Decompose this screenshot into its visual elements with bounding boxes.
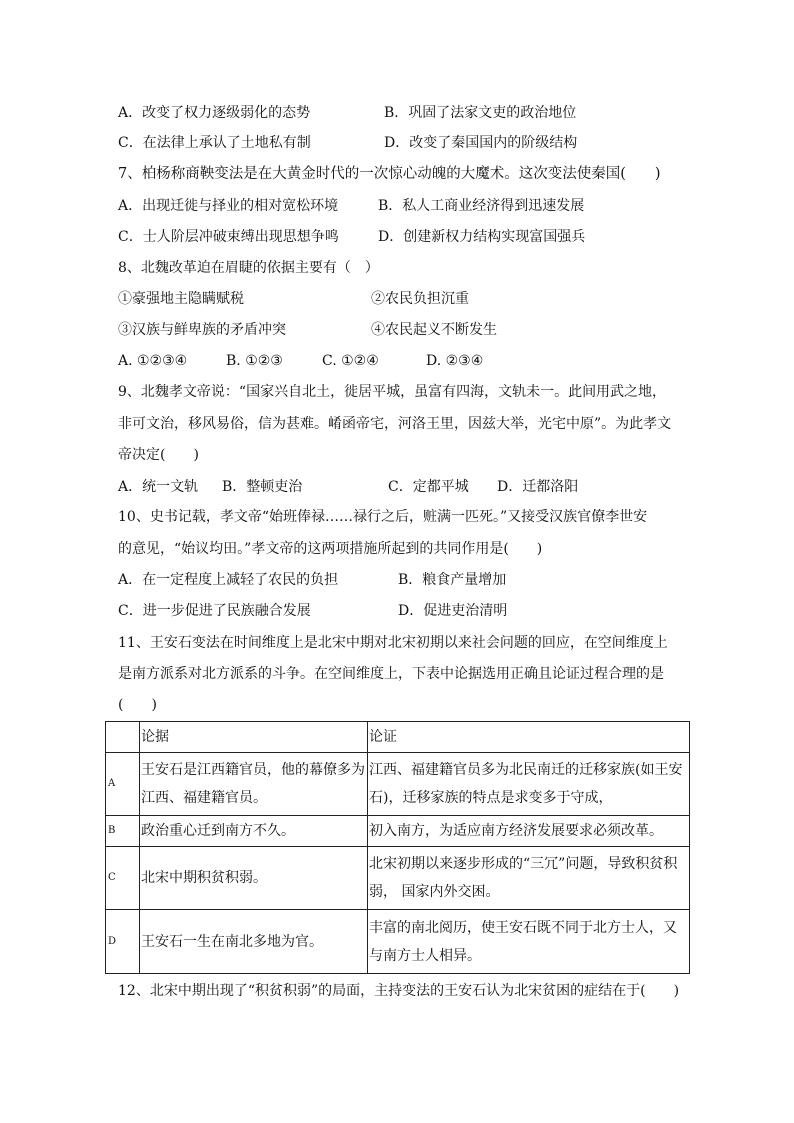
row-argument: 初入南方，为适应南方经济发展要求必须改革。 bbox=[368, 816, 690, 847]
q11-stem-line-2: 是南方派系对北方派系的斗争。在空间维度上，下表中论据选用正确且论证过程合理的是 bbox=[118, 666, 664, 682]
q10-option-d: D．促进吏治清明 bbox=[398, 603, 508, 619]
q10-option-b: B．粮食产量增加 bbox=[398, 572, 507, 588]
q8-item-4: ④农民起义不断发生 bbox=[371, 322, 497, 338]
table-header-key bbox=[106, 722, 140, 753]
row-evidence: 政治重心迁到南方不久。 bbox=[140, 816, 368, 847]
q10-stem-line-1: 10、史书记载，孝文帝“始班俸禄……禄行之后，赃满一匹死。”又接受汉族官僚李世安 bbox=[118, 509, 648, 525]
q8-option-b: B. ①②③ bbox=[226, 353, 283, 369]
table-row bbox=[106, 910, 690, 974]
q9-option-a: A．统一文轨 bbox=[118, 479, 199, 495]
q10-option-c: C．进一步促进了民族融合发展 bbox=[118, 603, 311, 619]
row-key: A bbox=[106, 753, 140, 816]
q9-stem-line-1: 9、北魏孝文帝说：“国家兴自北土，徙居平城，虽富有四海，文轨未一。此间用武之地， bbox=[118, 384, 667, 400]
row-argument: 丰富的南北阅历，使王安石既不同于北方士人，又与南方士人相异。 bbox=[368, 910, 690, 974]
q9-stem-line-3: 帝决定( ) bbox=[118, 447, 199, 463]
q8-item-2: ②农民负担沉重 bbox=[371, 291, 469, 307]
q8-option-a: A. ①②③④ bbox=[118, 353, 188, 369]
q7-option-d: D．创建新权力结构实现富国强兵 bbox=[378, 229, 586, 245]
row-key: D bbox=[106, 910, 140, 974]
row-key: B bbox=[106, 816, 140, 847]
row-key: C bbox=[106, 847, 140, 910]
q8-item-1: ①豪强地主隐瞒赋税 bbox=[118, 291, 244, 307]
q12-stem: 12、北宋中期出现了“积贫积弱”的局面，主持变法的王安石认为北宋贫困的症结在于( ) bbox=[118, 983, 680, 999]
table-row bbox=[106, 816, 690, 847]
row-evidence: 王安石是江西籍官员，他的幕僚多为江西、福建籍官员。 bbox=[140, 753, 368, 816]
row-argument: 北宋初期以来逐步形成的“三冗”问题，导致积贫积弱， 国家内外交困。 bbox=[368, 847, 690, 910]
q8-item-3: ③汉族与鲜卑族的矛盾冲突 bbox=[118, 322, 286, 338]
table-header-argument: 论证 bbox=[368, 722, 690, 753]
q8-option-d: D. ②③④ bbox=[426, 353, 484, 369]
row-evidence: 北宋中期积贫积弱。 bbox=[140, 847, 368, 910]
q9-option-d: D．迁都洛阳 bbox=[497, 479, 579, 495]
q8-stem: 8、北魏改革迫在眉睫的依据主要有（ ） bbox=[118, 260, 379, 276]
row-evidence: 王安石一生在南北多地为官。 bbox=[140, 910, 368, 974]
q7-stem: 7、柏杨称商鞅变法是在大黄金时代的一次惊心动魄的大魔术。这次变法使秦国( ) bbox=[118, 166, 661, 182]
table-header-row bbox=[106, 722, 690, 753]
q7-option-c: C．士人阶层冲破束缚出现思想争鸣 bbox=[118, 229, 339, 245]
table-row bbox=[106, 847, 690, 910]
q6-option-b: B．巩固了法家文吏的政治地位 bbox=[384, 105, 577, 121]
q11-table bbox=[105, 721, 690, 974]
q10-stem-line-2: 的意见，“始议均田。”孝文帝的这两项措施所起到的共同作用是( ) bbox=[118, 541, 543, 557]
table-header-evidence: 论据 bbox=[140, 722, 368, 753]
q10-option-a: A．在一定程度上减轻了农民的负担 bbox=[118, 572, 339, 588]
q6-option-c: C．在法律上承认了土地私有制 bbox=[118, 135, 311, 151]
q6-option-a: A．改变了权力逐级弱化的态势 bbox=[118, 105, 311, 121]
q6-option-d: D．改变了秦国国内的阶级结构 bbox=[384, 135, 578, 151]
q9-stem-line-2: 非可文治，移风易俗，信为甚难。崤函帝宅，河洛王里，因兹大举，光宅中原”。为此孝文 bbox=[118, 416, 672, 432]
q7-option-b: B．私人工商业经济得到迅速发展 bbox=[378, 198, 585, 214]
q9-option-b: B．整顿吏治 bbox=[222, 479, 303, 495]
row-argument: 江西、福建籍官员多为北民南迁的迁移家族(如王安石)，迁移家族的特点是求变多于守成， bbox=[368, 753, 690, 816]
q8-option-c: C. ①②④ bbox=[322, 353, 379, 369]
table-row bbox=[106, 753, 690, 816]
q9-option-c: C．定都平城 bbox=[388, 479, 469, 495]
q11-stem-line-3: ( ) bbox=[118, 697, 157, 713]
q11-stem-line-1: 11、王安石变法在时间维度上是北宋中期对北宋初期以来社会问题的回应，在空间维度上 bbox=[118, 635, 668, 651]
q7-option-a: A．出现迁徙与择业的相对宽松环境 bbox=[118, 198, 339, 214]
